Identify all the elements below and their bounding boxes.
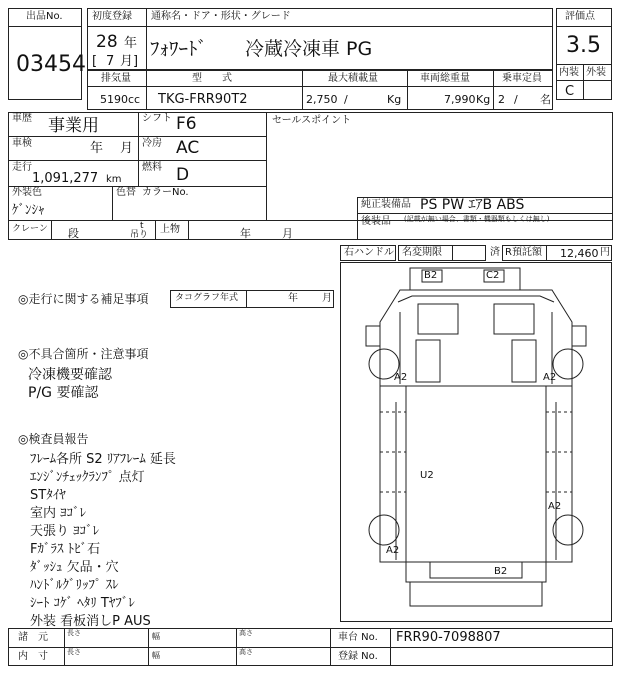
crane-stage: 段 (68, 227, 79, 240)
lift-month: 月 (282, 227, 293, 240)
displacement-label: 排気量 (101, 73, 131, 84)
body-type: 冷蔵冷凍車 PG (245, 38, 373, 60)
mileage-unit: km (106, 174, 122, 185)
chassis-number: FRR90-7098807 (396, 630, 501, 645)
inspector-item: ﾀﾞｯｼｭ 欠品・穴 (30, 560, 119, 575)
retrofit-label: 後装品 (361, 216, 391, 227)
lot-number: 03454 (16, 52, 86, 77)
defect-item: 冷凍機要確認 (28, 367, 112, 383)
interior-label: 内装 (559, 67, 579, 78)
crane-hang: 吊り (130, 230, 149, 240)
inspector-item: Fｶﾞﾗｽ ﾄﾋﾞ石 (30, 542, 101, 557)
inspector-item: ﾊﾝﾄﾞﾙｸﾞﾘｯﾌﾟ ｽﾚ (30, 578, 119, 593)
damage-mark: B2 (494, 566, 508, 577)
recycle-value: 12,460 (560, 247, 599, 260)
gross-weight-unit: Kg (476, 93, 491, 106)
defects-list (28, 364, 112, 400)
max-load-unit: Kg (387, 93, 402, 106)
crane-label: クレーン (12, 224, 48, 234)
tachograph-year: 年 (288, 293, 298, 304)
model-name: ﾌｫﾜｰﾄﾞ (150, 38, 208, 60)
inspection-label: 車検 (12, 138, 32, 149)
name-change-label: 名変期限 (402, 247, 442, 258)
inspector-item: 外装 看板消しP AUS (30, 614, 151, 629)
lot-label: 出品No. (26, 11, 63, 22)
inspector-item: 天張り ﾖｺﾞﾚ (30, 524, 100, 539)
ext-color-label: 外装色 (12, 187, 42, 198)
crane-t: t (140, 221, 144, 231)
damage-mark: A2 (548, 501, 562, 512)
capacity-label: 乗車定員 (502, 73, 542, 84)
tachograph-month: 月 (322, 293, 332, 304)
inspection-year: 年 (90, 141, 104, 156)
reg-year: 28 (96, 32, 118, 52)
gross-weight-label: 車両総重量 (420, 73, 470, 84)
defects-label: ◎不具合箇所・注意事項 (18, 347, 149, 361)
inspector-item: ｼｰﾄ ｺｹﾞ ﾍﾀﾘ Tﾔﾌﾞﾚ (30, 596, 135, 611)
color-code-label: カラーNo. (142, 187, 189, 198)
tachograph-label: タコグラフ年式 (175, 293, 239, 303)
shift-label: シフト (142, 113, 172, 124)
reg-month-open: [ (92, 54, 98, 69)
history-label: 車歴 (12, 113, 32, 124)
width-label: 幅 (152, 632, 160, 641)
defect-item: P/G 要確認 (28, 385, 99, 401)
damage-mark: A2 (543, 372, 557, 383)
driving-remarks-label: ◎走行に関する補足事項 (18, 292, 149, 306)
length-label: 長さ (67, 648, 81, 656)
history-value: 事業用 (48, 116, 99, 136)
max-load-value: 2,750 (306, 93, 338, 106)
length-label: 長さ (67, 629, 81, 637)
inspector-report-label: ◎検査員報告 (18, 432, 89, 446)
model-label: 型 式 (192, 73, 232, 84)
shift-value: F6 (176, 114, 197, 134)
aircon-label: 冷房 (142, 138, 162, 149)
lift-year: 年 (240, 227, 251, 240)
gross-weight-value: 7,990 (444, 93, 476, 106)
interior-dim-label: 内 寸 (18, 651, 48, 662)
reg-month-unit: 月] (120, 54, 139, 69)
truck-diagram (340, 262, 612, 622)
aircon-value: AC (176, 138, 200, 158)
interior-grade: C (565, 84, 575, 99)
exterior-label: 外装 (586, 67, 606, 78)
inspector-item: STﾀｲﾔ (30, 488, 66, 503)
inspector-report-list (30, 448, 176, 628)
fuel-label: 燃料 (142, 162, 162, 173)
ext-color-value: ｹﾞﾝｼｬ (12, 203, 45, 218)
capacity-unit: 名 (540, 93, 551, 106)
height-label: 高さ (239, 629, 253, 637)
rhd-label: 右ハンドル (344, 247, 394, 258)
reg-year-unit: 年 (124, 36, 138, 51)
reg-no-label: 登録 No. (338, 651, 378, 662)
score-value: 3.5 (566, 33, 601, 58)
damage-mark: A2 (394, 372, 408, 383)
damage-mark: U2 (420, 470, 434, 481)
inspector-item: 室内 ﾖｺﾞﾚ (30, 506, 87, 521)
capacity-value: 2 (498, 93, 505, 106)
std-equipment-label: 純正装備品 (361, 199, 411, 210)
retrofit-note: (記載が無い場合、書類・機器類もしくは無し) (404, 215, 550, 223)
mileage-label: 走行 (12, 162, 32, 173)
inspector-item: ｴﾝｼﾞﾝﾁｪｯｸﾗﾝﾌﾟ 点灯 (30, 470, 145, 485)
damage-mark: A2 (386, 545, 400, 556)
reg-label: 初度登録 (92, 11, 132, 22)
std-equipment-value: PS PW ｴｱB ABS (420, 197, 525, 213)
inspection-month: 月 (120, 141, 134, 156)
damage-mark: C2 (486, 270, 500, 281)
model-code: TKG-FRR90T2 (158, 92, 248, 107)
inspector-item: ﾌﾚｰﾑ各所 S2 ﾘｱﾌﾚｰﾑ 延長 (30, 452, 176, 467)
score-label: 評価点 (565, 11, 595, 22)
color-change-label: 色替 (116, 187, 136, 198)
displacement-value: 5190 (100, 93, 128, 106)
recycle-label: R預託額 (505, 247, 542, 258)
name-label: 通称名・ドア・形状・グレード (151, 11, 291, 22)
damage-mark: B2 (424, 270, 438, 281)
lift-label: 上物 (160, 224, 180, 235)
max-load-label: 最大積載量 (328, 73, 378, 84)
specs-label: 諸 元 (18, 632, 48, 643)
height-label: 高さ (239, 648, 253, 656)
deposit-label: 済 (490, 247, 500, 258)
displacement-unit: cc (128, 93, 141, 106)
chassis-label: 車台 No. (338, 632, 378, 643)
mileage-value: 1,091,277 (32, 171, 99, 186)
sales-point-label: セールスポイント (272, 115, 352, 126)
capacity-sep: / (514, 93, 518, 106)
fuel-value: D (176, 165, 190, 185)
width-label: 幅 (152, 651, 160, 660)
reg-month: 7 (106, 54, 115, 69)
max-load-sep: / (344, 93, 348, 106)
recycle-unit: 円 (600, 247, 610, 258)
